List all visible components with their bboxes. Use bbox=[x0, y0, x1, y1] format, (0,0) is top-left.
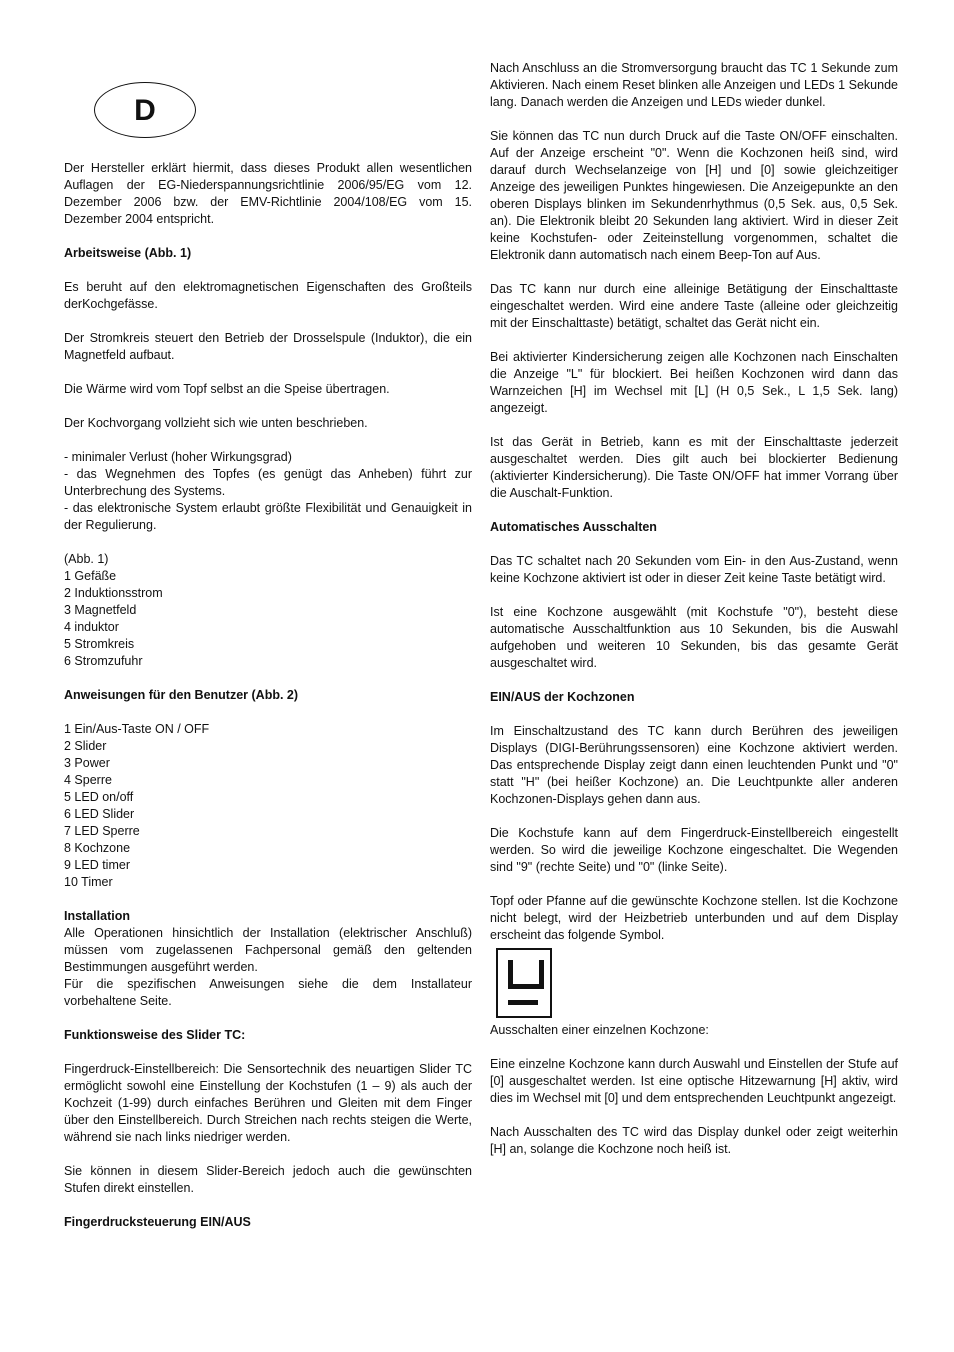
paragraph: Der Stromkreis steuert den Betrieb der Drosselspule (Induktor), die ein Magnetfeld aufbaut. bbox=[64, 331, 472, 362]
figure-1-legend bbox=[64, 551, 472, 670]
paragraph: Es beruht auf den elektromagnetischen Eigenschaften des Großteils derKochgefässe. bbox=[64, 280, 472, 311]
heading-anweisungen: Anweisungen für den Benutzer (Abb. 2) bbox=[64, 688, 299, 702]
list-item: 1 Gefäße bbox=[64, 569, 117, 583]
list-item: 7 LED Sperre bbox=[64, 824, 140, 838]
list-item: 4 induktor bbox=[64, 620, 119, 634]
list-item: - minimaler Verlust (hoher Wirkungsgrad) bbox=[64, 450, 292, 464]
paragraph: Das TC kann nur durch eine alleinige Betätigung der Einschalttaste eingeschaltet werden. Wird eine andere Taste (alleine oder gleichzeitig mit der Einschalttaste) betätigt, schaltet das Gerät nicht ein. bbox=[490, 282, 898, 330]
list-item: - das Wegnehmen des Topfes (es genügt das Anheben) führt zur Unterbrechung des Systems. bbox=[64, 467, 472, 498]
heading-ein-aus-kochzonen: EIN/AUS der Kochzonen bbox=[490, 690, 635, 704]
right-column bbox=[490, 60, 898, 1175]
list-item: 5 LED on/off bbox=[64, 790, 134, 804]
left-column bbox=[64, 60, 472, 1248]
paragraph: Ist das Gerät in Betrieb, kann es mit der Einschalttaste jederzeit ausgeschaltet werden. Dies gilt auch bei blockierter Bedienung (aktivierter Kindersicherung). Die Taste ON/OFF hat immer Vorrang über die Auschalt-Funktion. bbox=[490, 435, 898, 500]
u-segment bbox=[508, 960, 544, 989]
paragraph: Bei aktivierter Kindersicherung zeigen alle Kochzonen nach Einschalten die Anzeige "L" für blockiert. Bei heißen Kochzonen wird dann das Warnzeichen [H] im Wechsel mit [L] (H 0,5 Sek., L 1,5 Sek. lang) angezeigt. bbox=[490, 350, 898, 415]
paragraph: Topf oder Pfanne auf die gewünschte Kochzone stellen. Ist die Kochzone nicht belegt, wird der Heizbetrieb unterbunden und auf dem Display erscheint das folgende Symbol. bbox=[490, 894, 898, 942]
heading-fingerdrucksteuerung: Fingerdrucksteuerung EIN/AUS bbox=[64, 1215, 251, 1229]
list-item: 5 Stromkreis bbox=[64, 637, 135, 651]
list-item: 3 Magnetfeld bbox=[64, 603, 137, 617]
paragraph: Der Kochvorgang vollzieht sich wie unten beschrieben. bbox=[64, 416, 368, 430]
paragraph: Ist eine Kochzone ausgewählt (mit Kochstufe "0"), besteht diese automatische Ausschaltfunktion aus 10 Sekunden, bis die Auswahl aufgehoben und weiteren 10 Sekunden, bis das gesamte Gerät ausgeschaltet wird. bbox=[490, 605, 898, 670]
paragraph: Das TC schaltet nach 20 Sekunden vom Ein- in den Aus-Zustand, wenn keine Kochzone aktiviert ist oder in dieser Zeit keine Taste betätigt wird. bbox=[490, 554, 898, 585]
heading-installation: Installation bbox=[64, 909, 130, 923]
figure-2-legend bbox=[64, 721, 472, 891]
paragraph: Für die spezifischen Anweisungen siehe die dem Installateur vorbehaltene Seite. bbox=[64, 977, 472, 1008]
list-item: 4 Sperre bbox=[64, 773, 112, 787]
list-item: 10 Timer bbox=[64, 875, 113, 889]
paragraph: Ausschalten einer einzelnen Kochzone: bbox=[490, 1023, 709, 1037]
paragraph: Sie können in diesem Slider-Bereich jedoch auch die gewünschten Stufen direkt einstellen. bbox=[64, 1164, 472, 1195]
paragraph: Fingerdruck-Einstellbereich: Die Sensortechnik des neuartigen Slider TC ermöglicht sowohl eine Einstellung der Kochstufen (1 – 9) als auch der Kochzeit (1-99) durch einfaches Berühren und Gleiten mit dem Finger über den Einstellbereich. Durch Streichen nach rechts steigen die Werte, während sie nach links niedriger werden. bbox=[64, 1062, 472, 1144]
paragraph: Sie können das TC nun durch Druck auf die Taste ON/OFF einschalten. Auf der Anzeige erscheint "0". Wenn die Kochzonen heiß sind, wird darauf durch Wechselanzeige von [H] und [0] sowie gleichzeitiger Anzeige des jeweiligen Punktes hingewiesen. Die Anzeigepunkte an den oberen Displays blinken im Sekundenrhythmus (0,5 Sek. aus, 0,5 Sek. an). Die Elektronik bleibt 20 Sekunden lang aktiviert. Wird in dieser Zeit keine Kochstufen- oder Zeiteinstellung vorgenommen, schaltet die Elektronik dann automatisch nach einem Beep-Ton auf Aus. bbox=[490, 129, 898, 262]
paragraph: Die Wärme wird vom Topf selbst an die Speise übertragen. bbox=[64, 382, 390, 396]
list-item: 2 Induktionsstrom bbox=[64, 586, 163, 600]
heading-arbeitsweise: Arbeitsweise (Abb. 1) bbox=[64, 246, 192, 260]
list-item: 8 Kochzone bbox=[64, 841, 131, 855]
paragraph: Nach Anschluss an die Stromversorgung braucht das TC 1 Sekunde zum Aktivieren. Nach einem Reset blinken alle Anzeigen und LEDs 1 Sekunde lang. Danach werden die Anzeigen und LEDs wieder dunkel. bbox=[490, 61, 898, 109]
declaration-text: Der Hersteller erklärt hiermit, dass dieses Produkt allen wesentlichen Auflagen der EG-Niederspannungsrichtlinie 2006/95/EG vom 12. Dezember 2006 bzw. der EMV-Richtlinie 2004/108/EG vom 15. Dezember 2004 entspricht. bbox=[64, 161, 472, 226]
heading-funktionsweise: Funktionsweise des Slider TC: bbox=[64, 1028, 246, 1042]
list-item: - das elektronische System erlaubt größte Flexibilität und Genauigkeit in der Regulierung. bbox=[64, 501, 472, 532]
list-item: 6 LED Slider bbox=[64, 807, 135, 821]
paragraph: Eine einzelne Kochzone kann durch Auswahl und Einstellen der Stufe auf [0] ausgeschaltet werden. Ist eine optische Hitzewarnung [H] aktiv, wird dies im Wechsel mit [0] und dem entsprechenden Leuchtpunkt angezeigt. bbox=[490, 1057, 898, 1105]
paragraph: Nach Ausschalten des TC wird das Display dunkel oder zeigt weiterhin [H] an, solange die Kochzone noch heiß ist. bbox=[490, 1125, 898, 1156]
spacer bbox=[64, 60, 472, 160]
list-item: 3 Power bbox=[64, 756, 110, 770]
bar-segment bbox=[508, 1000, 538, 1005]
heading-automatisches-ausschalten: Automatisches Ausschalten bbox=[490, 520, 657, 534]
list-item: (Abb. 1) bbox=[64, 552, 109, 566]
list-item: 9 LED timer bbox=[64, 858, 130, 872]
paragraph: Alle Operationen hinsichtlich der Installation (elektrischer Anschluß) müssen vom zugelassenen Fachpersonal gemäß den geltenden Bestimmungen ausgeführt werden. bbox=[64, 926, 472, 974]
paragraph: Die Kochstufe kann auf dem Fingerdruck-Einstellbereich eingestellt werden. So wird die jeweilige Kochzone eingeschaltet. Die Wegenden sind "9" (rechte Seite) und "0" (linke Seite). bbox=[490, 826, 898, 874]
list-item: 6 Stromzufuhr bbox=[64, 654, 143, 668]
country-badge: D bbox=[94, 82, 196, 138]
list-item: 2 Slider bbox=[64, 739, 107, 753]
paragraph: Im Einschaltzustand des TC kann durch Berühren des jeweiligen Displays (DIGI-Berührungssensoren) eine Kochzone aktiviert werden. Das entsprechende Display zeigt dann einen leuchtenden Punkt und "0" statt "H" (bei heißer Kochzone) an. Die Leuchtpunkte aller anderen Kochzonen-Displays gehen dann aus. bbox=[490, 724, 898, 806]
list-item: 1 Ein/Aus-Taste ON / OFF bbox=[64, 722, 210, 736]
bullet-list bbox=[64, 449, 472, 534]
no-pan-display-icon bbox=[496, 948, 552, 1018]
